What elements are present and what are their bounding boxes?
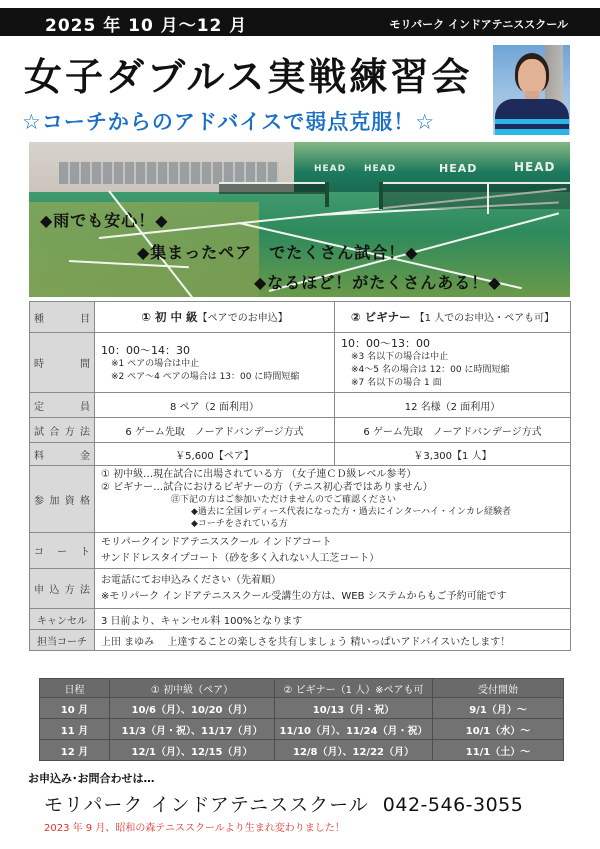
label-char: 法 bbox=[79, 585, 90, 596]
row-capacity bbox=[30, 393, 571, 418]
label-capacity bbox=[30, 393, 95, 418]
coach-photo bbox=[493, 45, 570, 135]
col-beginner bbox=[335, 302, 571, 333]
info-table bbox=[29, 301, 571, 651]
label-char: 種 bbox=[34, 313, 44, 325]
catchphrase-3: ◆なるほど！がたくさんある！◆ bbox=[254, 273, 502, 292]
label-coach: 担当コーチ bbox=[30, 630, 95, 651]
label-char: 参 bbox=[34, 495, 44, 507]
exclusion-heading: ㊟下記の方はご参加いただけませんのでご確認ください bbox=[171, 495, 397, 505]
fee-col1: ￥5,600【ペア】 bbox=[95, 443, 335, 466]
application-content bbox=[95, 569, 571, 609]
capacity-col1: 8 ペア（2 面利用） bbox=[95, 393, 335, 418]
label-char: 金 bbox=[80, 450, 90, 462]
time-range: 10：00～13：00 bbox=[341, 337, 430, 350]
time-col1 bbox=[95, 333, 335, 393]
label-char: 資 bbox=[64, 495, 75, 507]
schedule-dates-col1: 10/6（月）、10/20（月） bbox=[110, 698, 275, 719]
label-char: 合 bbox=[49, 426, 60, 438]
label-time bbox=[30, 333, 95, 393]
court-line: モリパークインドアテニススクール インドアコート bbox=[101, 537, 332, 548]
match-format-col1: 6 ゲーム先取 ノーアドバンデージ方式 bbox=[95, 418, 335, 443]
label-court bbox=[30, 533, 95, 569]
exclusion-item: ◆過去に全国レディース代表になった方・過去にインターハイ・インカレ経験者 bbox=[191, 507, 511, 517]
label-char: 目 bbox=[80, 313, 90, 325]
row-cancel bbox=[30, 609, 571, 630]
schedule-header: ② ビギナー（1 人）※ペアも可 bbox=[275, 679, 433, 698]
contact-lead: お申込み･お問合わせは… bbox=[28, 772, 155, 785]
schedule-row bbox=[40, 740, 564, 761]
label-application bbox=[30, 569, 95, 609]
cancel-content: 3 日前より、キャンセル料 100%となります bbox=[95, 609, 571, 630]
application-line: お電話にてお申込みください（先着順） bbox=[101, 575, 281, 586]
label-char: 時 bbox=[34, 359, 44, 370]
time-note: ※2 ペア～4 ペアの場合は 13：00 に時間短縮 bbox=[111, 371, 300, 382]
schedule-open-date: 9/1（月）～ bbox=[433, 698, 564, 719]
time-range: 10：00～14：30 bbox=[101, 343, 190, 357]
banner-text: HEAD bbox=[364, 164, 397, 174]
label-char: 定 bbox=[34, 401, 44, 413]
row-court bbox=[30, 533, 571, 569]
time-note: ※7 名以下の場合 1 面 bbox=[351, 378, 442, 388]
label-char: 方 bbox=[64, 426, 75, 438]
row-time bbox=[30, 333, 571, 393]
application-line: ※モリパーク インドアテニススクール受講生の方は、WEB システムからもご予約可能です bbox=[101, 591, 507, 602]
schedule-open-date: 11/1（土）～ bbox=[433, 740, 564, 761]
contact-school-name: モリパーク インドアテニススクール bbox=[44, 794, 369, 816]
eligibility-line: ① 初中級…現在試合に出場されている方 （女子連ＣＤ級レベル参考） bbox=[101, 469, 417, 480]
schedule-open-date: 10/1（水）～ bbox=[433, 719, 564, 740]
col1-title: ① 初 中 級 bbox=[141, 310, 198, 324]
schedule-month: 10 月 bbox=[40, 698, 110, 719]
capacity-col2: 12 名様（2 面利用） bbox=[335, 393, 571, 418]
schedule-dates-col2: 10/13（月・祝） bbox=[275, 698, 433, 719]
header-bar bbox=[0, 8, 600, 36]
catchphrase-1: ◆雨でも安心！◆ bbox=[40, 211, 169, 230]
label-char: 申 bbox=[34, 585, 44, 596]
label-eligibility bbox=[30, 466, 95, 533]
label-char: 員 bbox=[80, 401, 90, 413]
label-char: 料 bbox=[34, 450, 44, 462]
row-match-format bbox=[30, 418, 571, 443]
banner-text: HEAD bbox=[439, 162, 478, 175]
label-category bbox=[30, 302, 95, 333]
label-char: 格 bbox=[79, 495, 90, 507]
schedule-dates-col1: 12/1（月）、12/15（月） bbox=[110, 740, 275, 761]
phone-number[interactable]: 042-546-3055 bbox=[382, 794, 524, 816]
catchphrase-2: ◆集まったペア でたくさん試合！◆ bbox=[137, 243, 419, 262]
schedule-header: ① 初中級（ペア） bbox=[110, 679, 275, 698]
schedule-header: 受付開始 bbox=[433, 679, 564, 698]
eligibility-line: ② ビギナー…試合におけるビギナーの方（テニス初心者ではありません） bbox=[101, 482, 433, 493]
time-col2 bbox=[335, 333, 571, 393]
page-title: 女子ダブルス実戦練習会 bbox=[24, 55, 473, 99]
label-fee bbox=[30, 443, 95, 466]
label-match-format bbox=[30, 418, 95, 443]
label-char: 方 bbox=[64, 585, 75, 596]
schedule-dates-col2: 12/8（月）、12/22（月） bbox=[275, 740, 433, 761]
label-char: 法 bbox=[79, 426, 90, 438]
schedule-month: 11 月 bbox=[40, 719, 110, 740]
schedule-month: 12 月 bbox=[40, 740, 110, 761]
schedule-header-row bbox=[40, 679, 564, 698]
schedule-dates-col2: 11/10（月）、11/24（月・祝） bbox=[275, 719, 433, 740]
col2-note: 【1 人でのお申込・ペアも可】 bbox=[414, 313, 555, 324]
row-eligibility bbox=[30, 466, 571, 533]
label-cancel: キャンセル bbox=[30, 609, 95, 630]
contact-info bbox=[44, 790, 523, 817]
period-label: 2025 年 10 月～12 月 bbox=[45, 16, 248, 36]
row-fee bbox=[30, 443, 571, 466]
label-char: 試 bbox=[34, 426, 44, 438]
schedule-header: 日程 bbox=[40, 679, 110, 698]
match-format-col2: 6 ゲーム先取 ノーアドバンデージ方式 bbox=[335, 418, 571, 443]
row-category bbox=[30, 302, 571, 333]
page-subtitle: ☆コーチからのアドバイスで弱点克服！☆ bbox=[22, 110, 436, 134]
row-application bbox=[30, 569, 571, 609]
court-line: サンドドレスタイプコート（砂を多く入れない人工芝コート） bbox=[101, 553, 380, 564]
exclusion-item: ◆コーチをされている方 bbox=[191, 519, 288, 529]
schedule-dates-col1: 11/3（月・祝）、11/17（月） bbox=[110, 719, 275, 740]
header-school-name: モリパーク インドアテニススクール bbox=[389, 18, 568, 31]
banner-text: HEAD bbox=[514, 160, 556, 174]
row-coach bbox=[30, 630, 571, 651]
time-note: ※4～5 名の場合は 12：00 に時間短縮 bbox=[351, 365, 510, 375]
label-char: ト bbox=[80, 547, 90, 558]
schedule-table bbox=[39, 678, 564, 761]
label-char: 加 bbox=[49, 495, 60, 507]
col-beginner-intermediate bbox=[95, 302, 335, 333]
label-char: コ bbox=[34, 547, 44, 558]
banner-text: HEAD bbox=[314, 164, 347, 174]
label-char: 間 bbox=[80, 359, 90, 370]
col1-note: 【ペアでのお申込】 bbox=[197, 313, 288, 324]
schedule-row bbox=[40, 698, 564, 719]
court-content bbox=[95, 533, 571, 569]
fee-col2: ￥3,300【1 人】 bbox=[335, 443, 571, 466]
time-note: ※3 名以下の場合は中止 bbox=[351, 352, 449, 362]
label-char: 込 bbox=[49, 585, 60, 596]
schedule-row bbox=[40, 719, 564, 740]
col2-title: ② ビギナー bbox=[350, 310, 411, 324]
contact-note: 2023 年 9 月、昭和の森テニススクールより生まれ変わりました！ bbox=[44, 823, 345, 834]
time-note: ※1 ペアの場合は中止 bbox=[111, 358, 200, 369]
coach-content: 上田 まゆみ 上達することの楽しさを共有しましょう 精いっぱいアドバイスいたします！ bbox=[95, 630, 571, 651]
eligibility-content bbox=[95, 466, 571, 533]
label-char: ー bbox=[57, 547, 67, 558]
